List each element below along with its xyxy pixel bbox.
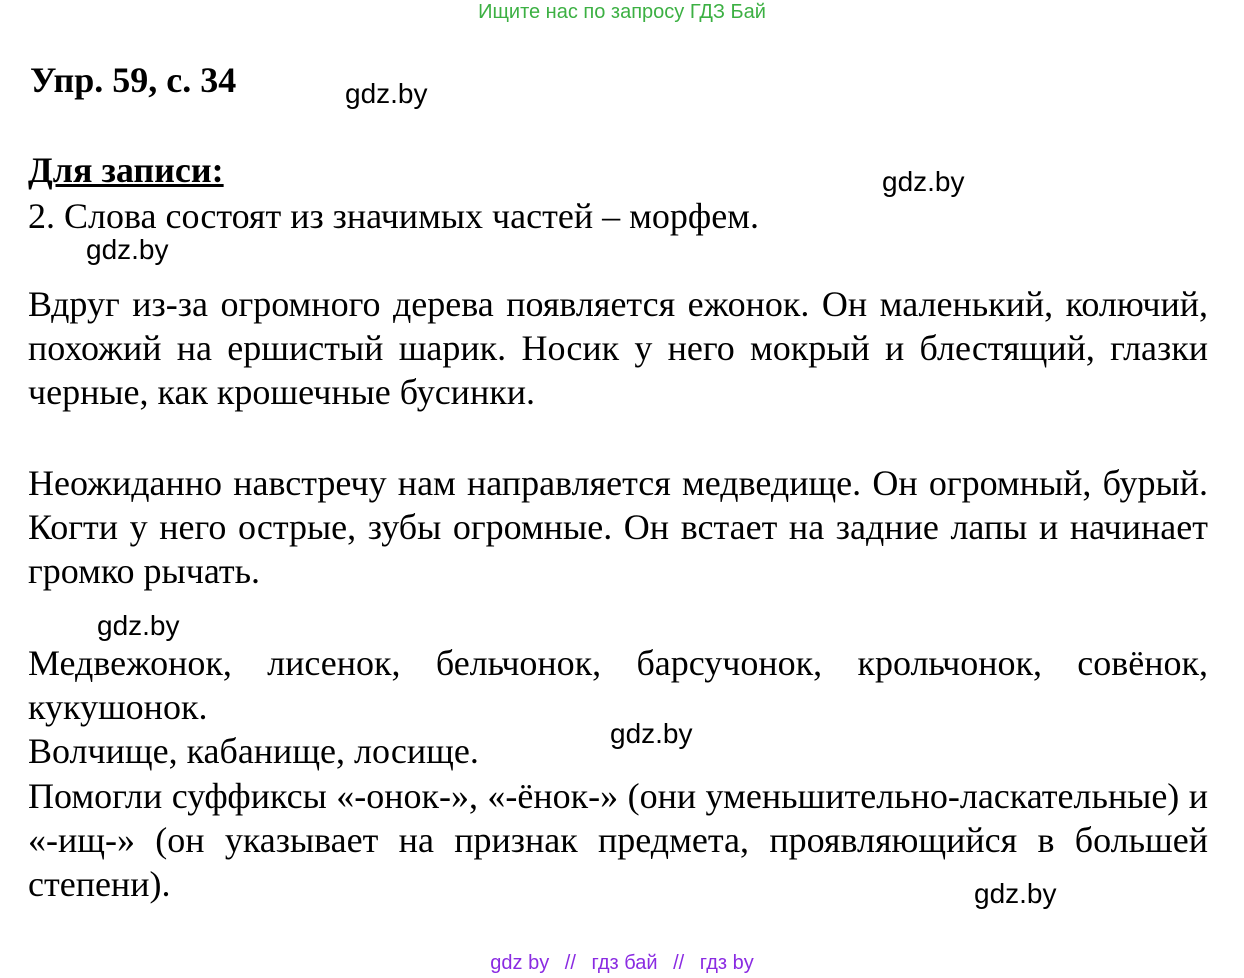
paragraph-diminutives: Медвежонок, лисенок, бельчонок, барсучонок, крольчонок, совёнок, кукушонок.: [28, 643, 1208, 727]
paragraph-hedgehog: Вдруг из-за огромного дерева появляется ежонок. Он маленький, колючий, похожий на ершистый шарик. Носик у него мокрый и блестящий, глазки черные, как крошечные бусинки.: [28, 284, 1208, 412]
paragraph-suffixes: Помогли суффиксы «-онок-», «-ёнок-» (они уменьшительно-ласкательные) и «-ищ-» (он указывает на признак предмета, проявляющийся в большей степени).: [28, 776, 1208, 904]
footer-links: [0, 950, 1244, 976]
footer-separator: //: [673, 952, 685, 974]
watermark: gdz.by: [882, 166, 965, 197]
footer-link-gdz-by-alt[interactable]: гдз by: [699, 952, 754, 974]
top-banner: Ищите нас по запросу ГДЗ Бай: [478, 1, 766, 23]
paragraph-augmentatives: Волчище, кабанище, лосище.: [28, 731, 479, 771]
watermark: gdz.by: [345, 78, 428, 109]
watermark: gdz.by: [974, 878, 1057, 909]
watermark: gdz.by: [97, 610, 180, 641]
footer-link-gdz-bai[interactable]: гдз бай: [591, 952, 658, 974]
paragraph-bear: Неожиданно навстречу нам направляется медведище. Он огромный, бурый. Когти у него острые, зубы огромные. Он встает на задние лапы и начинает громко рычать.: [28, 463, 1208, 591]
watermark: gdz.by: [86, 234, 169, 265]
section-item: 2. Слова состоят из значимых частей – морфем.: [28, 196, 759, 236]
section-heading: Для записи:: [28, 150, 224, 190]
exercise-title: Упр. 59, с. 34: [30, 60, 237, 100]
footer-link-gdz-by[interactable]: gdz by: [490, 952, 550, 974]
footer-separator: //: [564, 952, 576, 974]
watermark: gdz.by: [610, 718, 693, 749]
